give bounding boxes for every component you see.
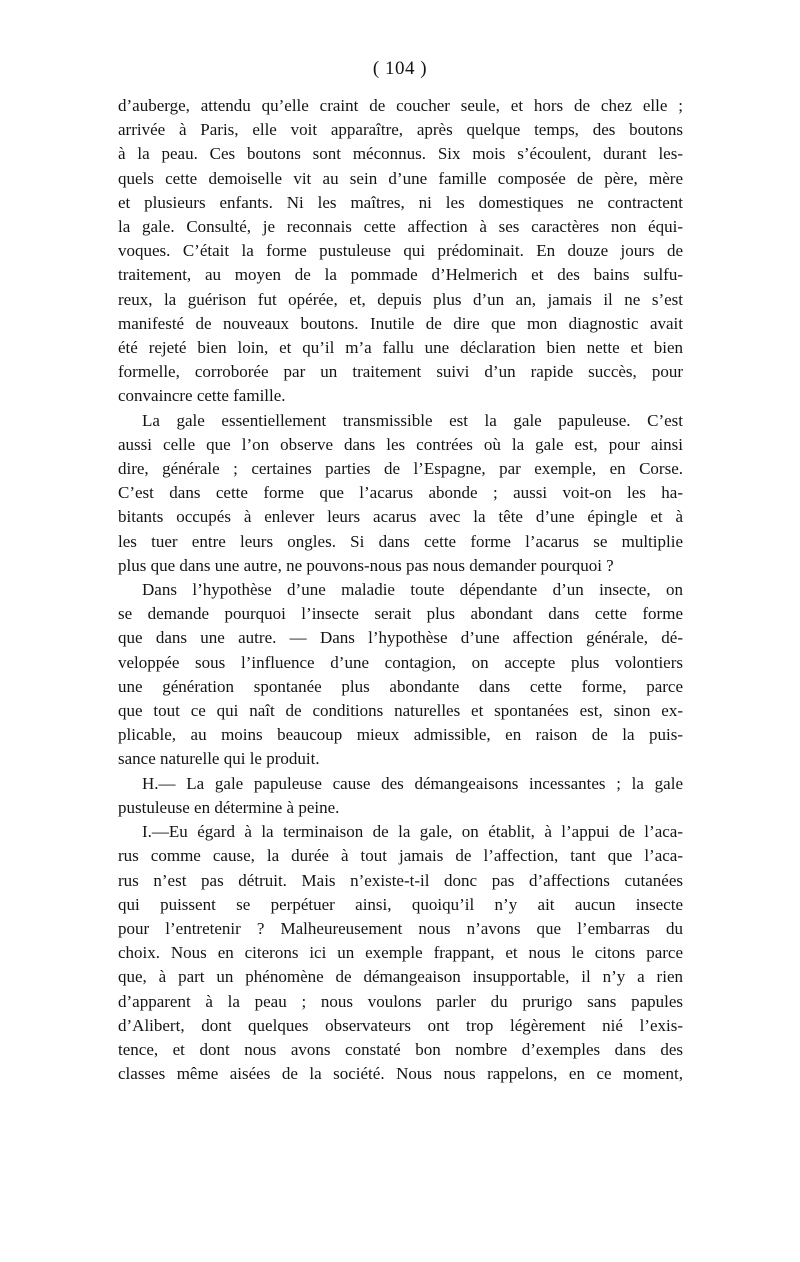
text-line: pour l’entretenir ? Malheureusement nous n’avons que l’embarras du [118,918,683,938]
text-line: quels cette demoiselle vit au sein d’une famille composée de père, mère [118,168,683,188]
text-line: formelle, corroborée par un traitement suivi d’un rapide succès, pour [118,362,683,382]
text-line: d’Alibert, dont quelques observateurs ont trop légèrement nié l’exis- [118,1015,683,1035]
page-number: ( 104 ) [372,58,428,79]
text-line: été rejeté bien loin, et qu’il m’a fallu une déclaration bien nette et bien [118,338,683,358]
text-line: d’apparent à la peau ; nous voulons parler du prurigo sans papules [118,991,683,1011]
text-line: C’est dans cette forme que l’acarus abonde ; aussi voit-on les ha- [118,483,683,503]
text-line: se demande pourquoi l’insecte serait plus abondant dans cette forme [118,604,683,624]
text-line: choix. Nous en citerons ici un exemple frappant, et nous le citons parce [118,943,683,963]
text-line: dire, générale ; certaines parties de l’Espagne, par exemple, en Corse. [118,459,683,479]
text-line: les tuer entre leurs ongles. Si dans cette forme l’acarus se multiplie [118,531,683,551]
text-line: rus n’est pas détruit. Mais n’existe-t-il donc pas d’affections cutanées [118,870,683,890]
paragraph [118,820,683,1086]
paragraph [118,578,683,772]
text-line: traitement, au moyen de la pommade d’Helmerich et des bains sulfu- [118,265,683,285]
text-line: classes même aisées de la société. Nous nous rappelons, en ce moment, [118,1064,683,1084]
text-line: qui puissent se perpétuer ainsi, quoiqu’il n’y ait aucun insecte [118,894,683,914]
text-line: aussi celle que l’on observe dans les contrées où la gale est, pour ainsi [118,434,683,454]
text-line: d’auberge, attendu qu’elle craint de coucher seule, et hors de chez elle ; [118,96,683,115]
text-line: tence, et dont nous avons constaté bon nombre d’exemples dans des [118,1039,683,1059]
text-line: La gale essentiellement transmissible est la gale papuleuse. C’est [142,410,683,430]
text-line: arrivée à Paris, elle voit apparaître, après quelque temps, des boutons [118,120,683,140]
paragraph [118,94,683,409]
text-line: rus comme cause, la durée à tout jamais de l’affection, tant que l’aca- [118,846,683,866]
text-line: veloppée sous l’influence d’une contagion, on accepte plus volontiers [118,652,683,672]
text-line: I.—Eu égard à la terminaison de la gale, on établit, à l’appui de l’aca- [142,822,683,842]
text-line: à la peau. Ces boutons sont méconnus. Six mois s’écoulent, durant les- [118,144,683,164]
body-text [118,94,683,1086]
text-line: sance naturelle qui le produit. [118,749,320,769]
text-line: la gale. Consulté, je reconnais cette affection à ses caractères non équi- [118,217,683,237]
text-line: et plusieurs enfants. Ni les maîtres, ni les domestiques ne contractent [118,192,683,212]
text-line: pustuleuse en détermine à peine. [118,797,340,817]
text-line: manifesté de nouveaux boutons. Inutile de dire que mon diagnostic avait [118,313,683,333]
paragraph [118,409,683,578]
text-line: que, à part un phénomène de démangeaison insupportable, il n’y a rien [118,967,683,987]
text-line: plicable, au moins beaucoup mieux admissible, en raison de la puis- [118,725,683,745]
text-line: reux, la guérison fut opérée, et, depuis plus d’un an, jamais il ne s’est [118,289,683,309]
text-line: voques. C’était la forme pustuleuse qui prédominait. En douze jours de [118,241,683,261]
text-line: une génération spontanée plus abondante dans cette forme, parce [118,676,683,696]
text-line: plus que dans une autre, ne pouvons-nous pas nous demander pourquoi ? [118,555,614,575]
text-line: bitants occupés à enlever leurs acarus avec la tête d’une épingle et à [118,507,683,527]
paragraph [118,772,683,820]
text-line: que dans une autre. — Dans l’hypothèse d’une affection générale, dé- [118,628,683,648]
text-line: que tout ce qui naît de conditions naturelles et spontanées est, sinon ex- [118,701,683,721]
text-line: Dans l’hypothèse d’une maladie toute dépendante d’un insecte, on [142,580,683,600]
text-line: convaincre cette famille. [118,386,286,406]
text-line: H.— La gale papuleuse cause des démangeaisons incessantes ; la gale [142,773,683,793]
